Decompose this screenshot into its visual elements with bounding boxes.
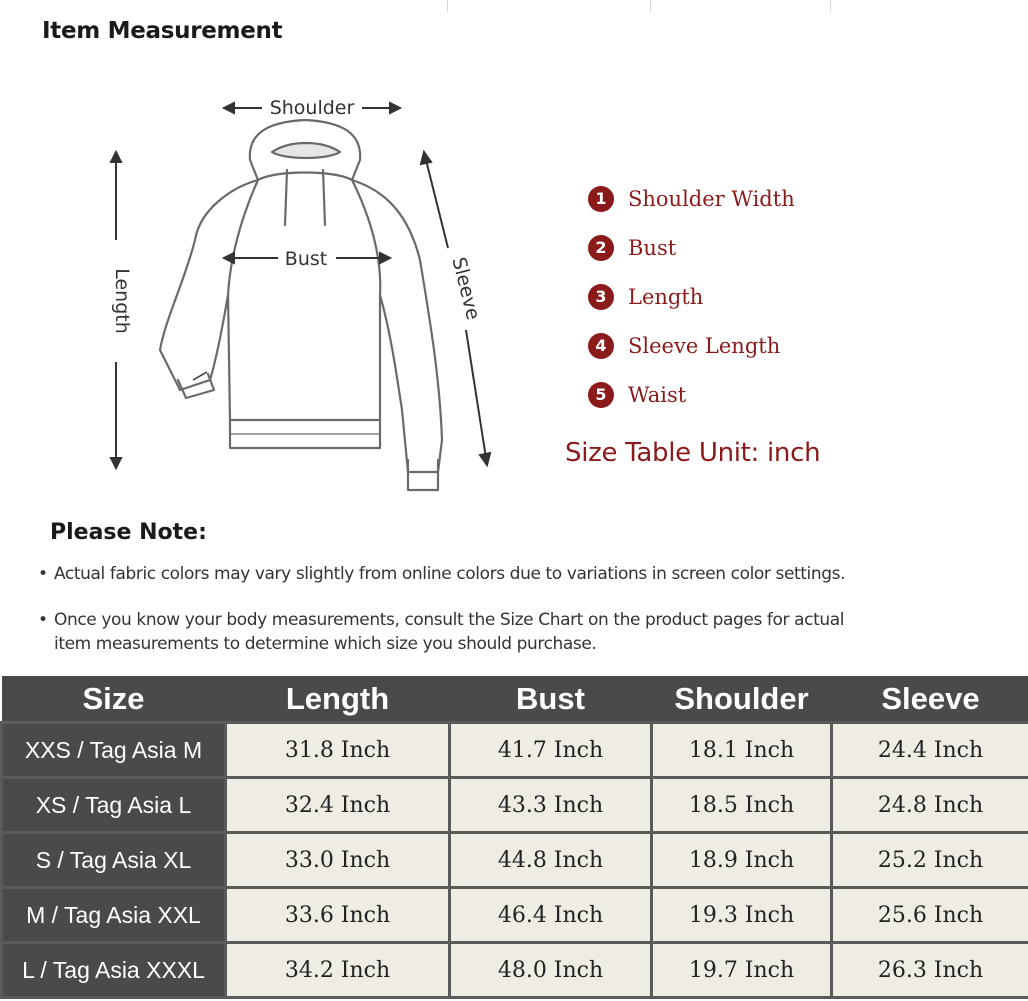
shoulder-cell: 18.9 Inch: [652, 833, 832, 888]
bullet-icon: •: [38, 564, 48, 584]
number-badge-icon: 1: [588, 186, 614, 212]
notes-title: Please Note:: [50, 520, 207, 545]
bullet-icon: •: [38, 610, 48, 630]
legend-item-shoulder-width: [588, 174, 795, 223]
size-cell: XXS / Tag Asia M: [2, 723, 226, 778]
note-item: [38, 562, 845, 586]
note-text: Once you know your body measurements, consult the Size Chart on the product pages for actual item measurements to determine which size you should purchase.: [54, 610, 845, 654]
sleeve-cell: 26.3 Inch: [832, 943, 1028, 998]
divider: [830, 0, 831, 12]
size-table: [0, 676, 1028, 999]
divider: [447, 0, 448, 12]
number-badge-icon: 2: [588, 235, 614, 261]
size-cell: M / Tag Asia XXL: [2, 888, 226, 943]
bust-cell: 41.7 Inch: [450, 723, 652, 778]
legend-label: Sleeve Length: [628, 333, 781, 358]
legend-item-sleeve-length: [588, 321, 795, 370]
legend-item-length: [588, 272, 795, 321]
shoulder-label: Shoulder: [269, 97, 355, 119]
column-header-shoulder: Shoulder: [652, 676, 832, 723]
shoulder-cell: 19.7 Inch: [652, 943, 832, 998]
page-title: Item Measurement: [42, 18, 283, 44]
bust-cell: 48.0 Inch: [450, 943, 652, 998]
table-row: [2, 943, 1028, 998]
column-header-size: Size: [2, 676, 226, 723]
table-row: [2, 888, 1028, 943]
bust-cell: 43.3 Inch: [450, 778, 652, 833]
table-row: [2, 833, 1028, 888]
table-row: [2, 778, 1028, 833]
hoodie-diagram: [90, 80, 510, 500]
divider: [650, 0, 651, 12]
sleeve-cell: 25.2 Inch: [832, 833, 1028, 888]
measurement-legend: [588, 174, 795, 419]
column-header-sleeve: Sleeve: [832, 676, 1028, 723]
sleeve-cell: 25.6 Inch: [832, 888, 1028, 943]
bust-cell: 44.8 Inch: [450, 833, 652, 888]
shoulder-cell: 18.1 Inch: [652, 723, 832, 778]
length-label: Length: [111, 268, 133, 334]
shoulder-cell: 18.5 Inch: [652, 778, 832, 833]
length-cell: 33.0 Inch: [226, 833, 450, 888]
sleeve-cell: 24.8 Inch: [832, 778, 1028, 833]
legend-label: Bust: [628, 235, 677, 260]
size-cell: L / Tag Asia XXXL: [2, 943, 226, 998]
bust-label: Bust: [284, 248, 328, 270]
sleeve-cell: 24.4 Inch: [832, 723, 1028, 778]
bust-cell: 46.4 Inch: [450, 888, 652, 943]
column-header-bust: Bust: [450, 676, 652, 723]
table-row: [2, 723, 1028, 778]
table-header-row: [2, 676, 1028, 723]
hoodie-illustration: [90, 80, 510, 500]
note-item: [38, 608, 868, 656]
unit-note: Size Table Unit: inch: [565, 438, 821, 468]
shoulder-cell: 19.3 Inch: [652, 888, 832, 943]
legend-label: Waist: [628, 382, 687, 407]
column-header-length: Length: [226, 676, 450, 723]
sleeve-label: Sleeve: [447, 255, 485, 323]
size-cell: S / Tag Asia XL: [2, 833, 226, 888]
note-text: Actual fabric colors may vary slightly from online colors due to variations in screen color settings.: [54, 564, 846, 584]
length-cell: 33.6 Inch: [226, 888, 450, 943]
length-cell: 31.8 Inch: [226, 723, 450, 778]
length-cell: 32.4 Inch: [226, 778, 450, 833]
legend-item-waist: [588, 370, 795, 419]
number-badge-icon: 3: [588, 284, 614, 310]
legend-label: Length: [628, 284, 704, 309]
size-cell: XS / Tag Asia L: [2, 778, 226, 833]
number-badge-icon: 5: [588, 382, 614, 408]
legend-label: Shoulder Width: [628, 186, 795, 211]
length-cell: 34.2 Inch: [226, 943, 450, 998]
number-badge-icon: 4: [588, 333, 614, 359]
legend-item-bust: [588, 223, 795, 272]
